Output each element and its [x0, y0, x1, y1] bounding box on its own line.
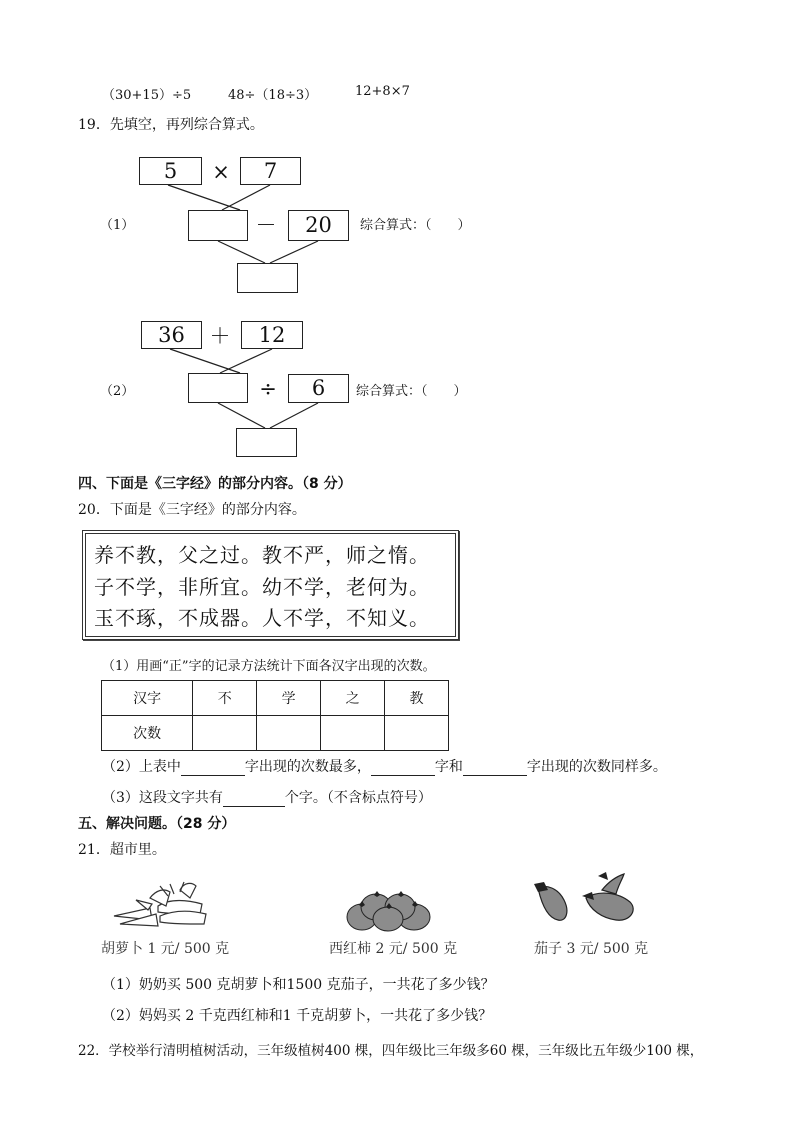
q19-p1-answer-box-2[interactable]: [237, 263, 298, 293]
fill-blank[interactable]: [463, 759, 527, 776]
q20-sub2: [102, 756, 667, 776]
q19-p1-label: （1）: [100, 218, 135, 233]
table-cell: 不: [193, 681, 257, 716]
q19-p1-formula[interactable]: 综合算式：（ ）: [360, 218, 471, 233]
tally-table: [101, 680, 449, 751]
expression-3: 12+8×7: [355, 84, 410, 99]
q20-sub2-text-a: （2）上表中: [102, 759, 181, 775]
count-cell[interactable]: [385, 716, 449, 751]
q19-p2-answer-box-1[interactable]: [188, 373, 248, 403]
q21-title: 21．超市里。: [78, 842, 166, 858]
expression-1: （30+15）÷5: [102, 88, 192, 103]
q20-sub2-text-d: 字出现的次数同样多。: [526, 759, 667, 775]
q22-title: 22．学校举行清明植树活动，三年级植树400 棵，四年级比三年级多60 棵，三年级比五年级少100 棵，: [78, 1043, 704, 1059]
q19-p2-box-a: 36: [141, 321, 202, 349]
section-5-title: 五、解决问题。（28 分）: [78, 816, 236, 832]
table-row: [102, 681, 449, 716]
expression-2: 48÷（18÷3）: [228, 88, 318, 103]
table-cell: 之: [321, 681, 385, 716]
table-cell: 教: [385, 681, 449, 716]
eggplant-icon: [532, 870, 642, 926]
q19-p1-box-a: 5: [139, 157, 202, 185]
count-cell[interactable]: [321, 716, 385, 751]
q21-sub1: （1）奶奶买 500 克胡萝卜和1500 克茄子，一共花了多少钱？: [102, 977, 495, 993]
q20-sub3-text-a: （3）这段文字共有: [102, 790, 223, 806]
q20-sub3: [102, 787, 432, 807]
section-4-title: 四、下面是《三字经》的部分内容。（8 分）: [78, 476, 352, 492]
q19-p2-box-c: 6: [288, 374, 349, 403]
poem-line-3: 玉不琢，不成器。人不学，不知义。: [94, 606, 430, 630]
price-tomato: 西红柿 2 元/ 500 克: [329, 941, 458, 957]
q21-sub2: （2）妈妈买 2 千克西红柿和1 千克胡萝卜，一共花了多少钱？: [102, 1008, 493, 1024]
q19-p2-box-b: 12: [241, 321, 303, 349]
plus-sign: ＋: [209, 324, 231, 348]
fill-blank[interactable]: [223, 790, 285, 807]
fill-blank[interactable]: [371, 759, 435, 776]
table-row: [102, 716, 449, 751]
q20-sub2-text-c: 字和: [434, 759, 463, 775]
q19-p2-answer-box-2[interactable]: [236, 428, 297, 457]
q20-sub1: （1）用画“正”字的记录方法统计下面各汉字出现的次数。: [102, 659, 436, 674]
q19-p1-answer-box-1[interactable]: [188, 210, 248, 241]
q19-p2-formula[interactable]: 综合算式：（ ）: [356, 384, 467, 399]
q19-p1-box-c: 20: [288, 210, 349, 241]
minus-sign: －: [255, 213, 277, 237]
q20-title: 20．下面是《三字经》的部分内容。: [78, 502, 306, 518]
q20-sub2-text-b: 字出现的次数最多，: [244, 759, 371, 775]
times-sign: ×: [212, 160, 230, 184]
q19-connector-lines: [0, 0, 794, 470]
fill-blank[interactable]: [181, 759, 245, 776]
q19-title: 19．先填空，再列综合算式。: [78, 117, 264, 133]
count-cell[interactable]: [257, 716, 321, 751]
q19-p2-label: （2）: [100, 384, 135, 399]
q19-p1-box-b: 7: [240, 157, 301, 185]
table-cell: 汉字: [102, 681, 193, 716]
price-carrot: 胡萝卜 1 元/ 500 克: [101, 941, 230, 957]
price-eggplant: 茄子 3 元/ 500 克: [534, 941, 649, 957]
q20-sub3-text-b: 个字。（不含标点符号）: [284, 790, 432, 806]
count-cell[interactable]: [193, 716, 257, 751]
carrot-icon: [110, 880, 220, 930]
tomato-icon: [344, 885, 434, 933]
poem-line-2: 子不学，非所宜。幼不学，老何为。: [94, 575, 430, 599]
poem-line-1: 养不教，父之过。教不严，师之惰。: [94, 543, 430, 567]
table-cell: 次数: [102, 716, 193, 751]
divide-sign: ÷: [259, 377, 277, 401]
table-cell: 学: [257, 681, 321, 716]
